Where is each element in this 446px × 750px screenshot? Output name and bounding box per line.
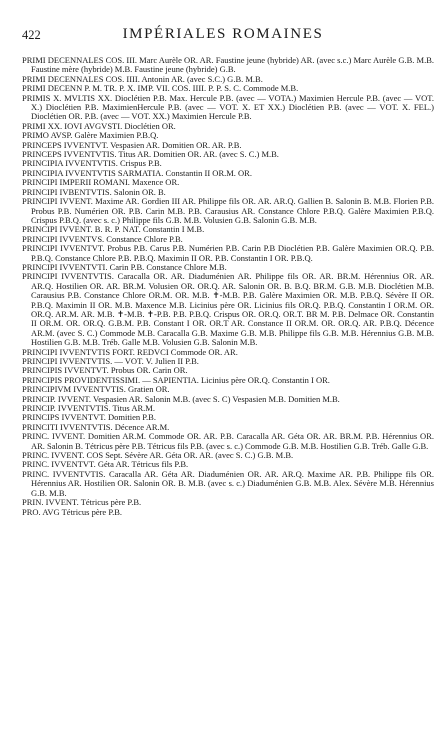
legend-entry: PRINC. IVVENTVT. Géta AR. Tétricus fils P.B. (22, 459, 189, 470)
legend-entry: PRINCIPI IVVENTVS. Constance Chlore P.B. (22, 233, 183, 244)
legend-entry: PRIMI XX. IOVI AVGVSTI. Dioclétien OR. (22, 120, 176, 131)
legend-entry: PRINCIP. IVVENTVTIS. Titus AR.M. (22, 403, 155, 414)
legend-entry: PRINCITI IVVENTVTIS. Décence AR.M. (22, 421, 170, 432)
legend-entry: PRINCIPIS PROVIDENTISSIMI. — SAPIENTIA. Licinius père OR.Q. Constantin I OR. (22, 374, 330, 385)
legend-entry: PRINCIPS IVVENTVT. Domitien P.B. (22, 412, 156, 423)
legend-entry: PRINCEPS IVVENTVTIS. Titus AR. Domitien OR. AR. (avec S. C.) M.B. (22, 149, 279, 160)
legend-entry: PRINCIPIS IVVENTVT. Probus OR. Carin OR. (22, 365, 188, 376)
legend-entry: PRINCIPIA IVVENTVTIS. Crispus P.B. (22, 158, 162, 169)
legend-entry: PRINC. IVVENT. COS Sept. Sévère AR. Géta OR. AR. (avec S. C.) G.B. M.B. (22, 450, 294, 461)
page-number: 422 (22, 28, 41, 42)
legend-entry: PRINC. IVVENT. Domitien AR.M. Commode OR. AR. P.B. Caracalla AR. Géta OR. AR. BR.M. P.B. Hérennius OR. AR. Salonin B. Tétricus père P.B. Tétricus fils P.B. (avec s. c.) Commode G.B. M.B. Hostilien G.B. Tréb. Galle G.B. (22, 431, 434, 451)
legend-entry: PRIN. IVVENT. Tétricus père P.B. (22, 497, 142, 508)
legend-entry: PRINCIPI IVVENTVT. Probus P.B. Carus P.B. Numérien P.B. Carin P.B Dioclétien P.B. Galère Maximien OR.Q. P.B. P.B.Q. Constance Chlore P.B. P.B.Q. Maximin II OR. P.B. Constantin I OR. P.B.Q. (22, 243, 434, 263)
legend-entry: PRIMIS X. MVLTIS XX. Dioclétien P.B. Max. Hercule P.B. (avec — VOTA.) Maximien Hercule P.B. (avec — VOT. X.) Dioclétien P.B. MaximienHercule P.B. (avec — VOT. X. ET XX.) Dioclétien P.B. (avec — VOT. X. FEL.) Dioclétien OR. P.B. (avec — VOT. XX.) Maximien Hercule P.B. (22, 92, 434, 122)
legend-entry: PRINCIP. IVVENT. Vespasien AR. Salonin M.B. (avec S. C) Vespasien M.B. Domitien M.B. (22, 393, 340, 404)
legend-entry: PRINCIPIA IVVENTVTIS SARMATIA. Constantin II OR.M. OR. (22, 167, 252, 178)
legend-entry: PRIMI DECENN P. M. TR. P. X. IMP. VII. COS. IIII. P. P. S. C. Commode M.B. (22, 83, 299, 94)
legend-entry: PRINCIPI IVVENTVTIS. — VOT. V. Julien II P.B. (22, 356, 199, 366)
legend-entry: PRINCIPI IVVENTVTI. Carin P.B. Constance Chlore M.B. (22, 261, 227, 272)
running-title: IMPÉRIALES ROMAINES (122, 26, 324, 42)
legend-entry: PRIMI DECENNALES COS. III. Marc Aurèle OR. AR. Faustine jeune (hybride) AR. (avec s.c.) Marc Aurèle G.B. M.B. Faustine mère (hybride) M.B. Faustine jeune (hybride) G.B. (22, 55, 434, 75)
legend-entry: PRINCIPI IVVENT. B. R. P. NAT. Constantin I M.B. (22, 224, 205, 235)
legend-entry: PRINCEPS IVVENTVT. Vespasien AR. Domitien OR. AR. P.B. (22, 139, 242, 150)
legend-entry: PRINCIPI IVVENTVTIS FORT. REDVCI Commode OR. AR. (22, 346, 238, 357)
legend-entry: PRO. AVG Tétricus père P.B. (22, 506, 123, 517)
legend-entry: PRINCIPI IMPERII ROMANI. Maxence OR. (22, 177, 180, 188)
legend-entries-list (22, 56, 434, 517)
legend-entry: PRINCIPI IVVENT. Maxime AR. Gordien III AR. Philippe fils OR. AR. AR.Q. Gallien B. Salonin B. M.B. Florien P.B. Probus P.B. Numérien OR. P.B. Carin M.B. P.B. Carausius AR. Constance Chlore P.B.Q. Galère Maximien P.B.Q. Crispus P.B.Q. (avec s. c.) Philippe fils G.B. M.B. Volusien G.B. Salonin G.B. M.B. (22, 196, 434, 225)
legend-entry: PRINCIPIVM IVVENTVTIS. Gratien OR. (22, 384, 170, 395)
legend-entry: PRIMI DECENNALES COS. IIII. Antonin AR. (avec S.C.) G.B. M.B. (22, 73, 263, 84)
legend-entry: PRINCIPI IVVENTVTIS. Caracalla OR. AR. Diaduménien AR. Philippe fils OR. AR. BR.M. Hérennius OR. AR. AR.Q. Hostilien OR. AR. BR.M. Volusien OR. OR.Q. AR. Salonin OR. B. B.Q. BR.M. G.B. M.B. Dioclétien M.B. Carausius P.B. Constance Chlore OR.M. OR. M.B. ✝-M.B. P.B. Galère Maximien OR. M.B. P.B.Q. Sévère II OR. P.B.Q. Maximin II OR. M.B. Maxence M.B. Licinius père OR. Licinius fils OR.Q. P.B.Q. Constantin I OR.M. OR. OR.Q. AR.M. AR. M.B. ✝-M.B. ✝-P.B. P.B. P.B.Q. Crispus OR. OR.Q. OR.T. BR M. P.B. Delmace OR. Constantin II OR.M. OR. OR.Q. G.B.M. P.B. Constant I OR. OR.T AR. Constance II OR.M. OR. OR.Q. AR. P.B.Q. Décence AR.M. (avec S. C.) Commode M.B. Caracalla G.B. Maxime G.B. M.B. Philippe fils G.B. M.B. Hérennius G.B. M.B. Hostilien G.B. M.B. Tréb. Galle M.B. Volusien G.B. Salonin M.B. (22, 271, 434, 348)
legend-entry: PRIMO AVSP. Galère Maximien P.B.Q. (22, 130, 159, 141)
legend-entry: PRINC. IVVENTVTIS. Caracalla AR. Géta AR. Diaduménien OR. AR. AR.Q. Maxime AR. P.B. Philippe fils OR. Hérennius AR. Hostilien OR. Salonin OR. B. M.B. (avec s. c.) Diaduménien G.B. M.B. Alex. Sévère M.B. Hérennius G.B. M.B. (22, 468, 434, 498)
legend-entry: PRINCIPI IVBENTVTIS. Salonin OR. B. (22, 186, 166, 197)
